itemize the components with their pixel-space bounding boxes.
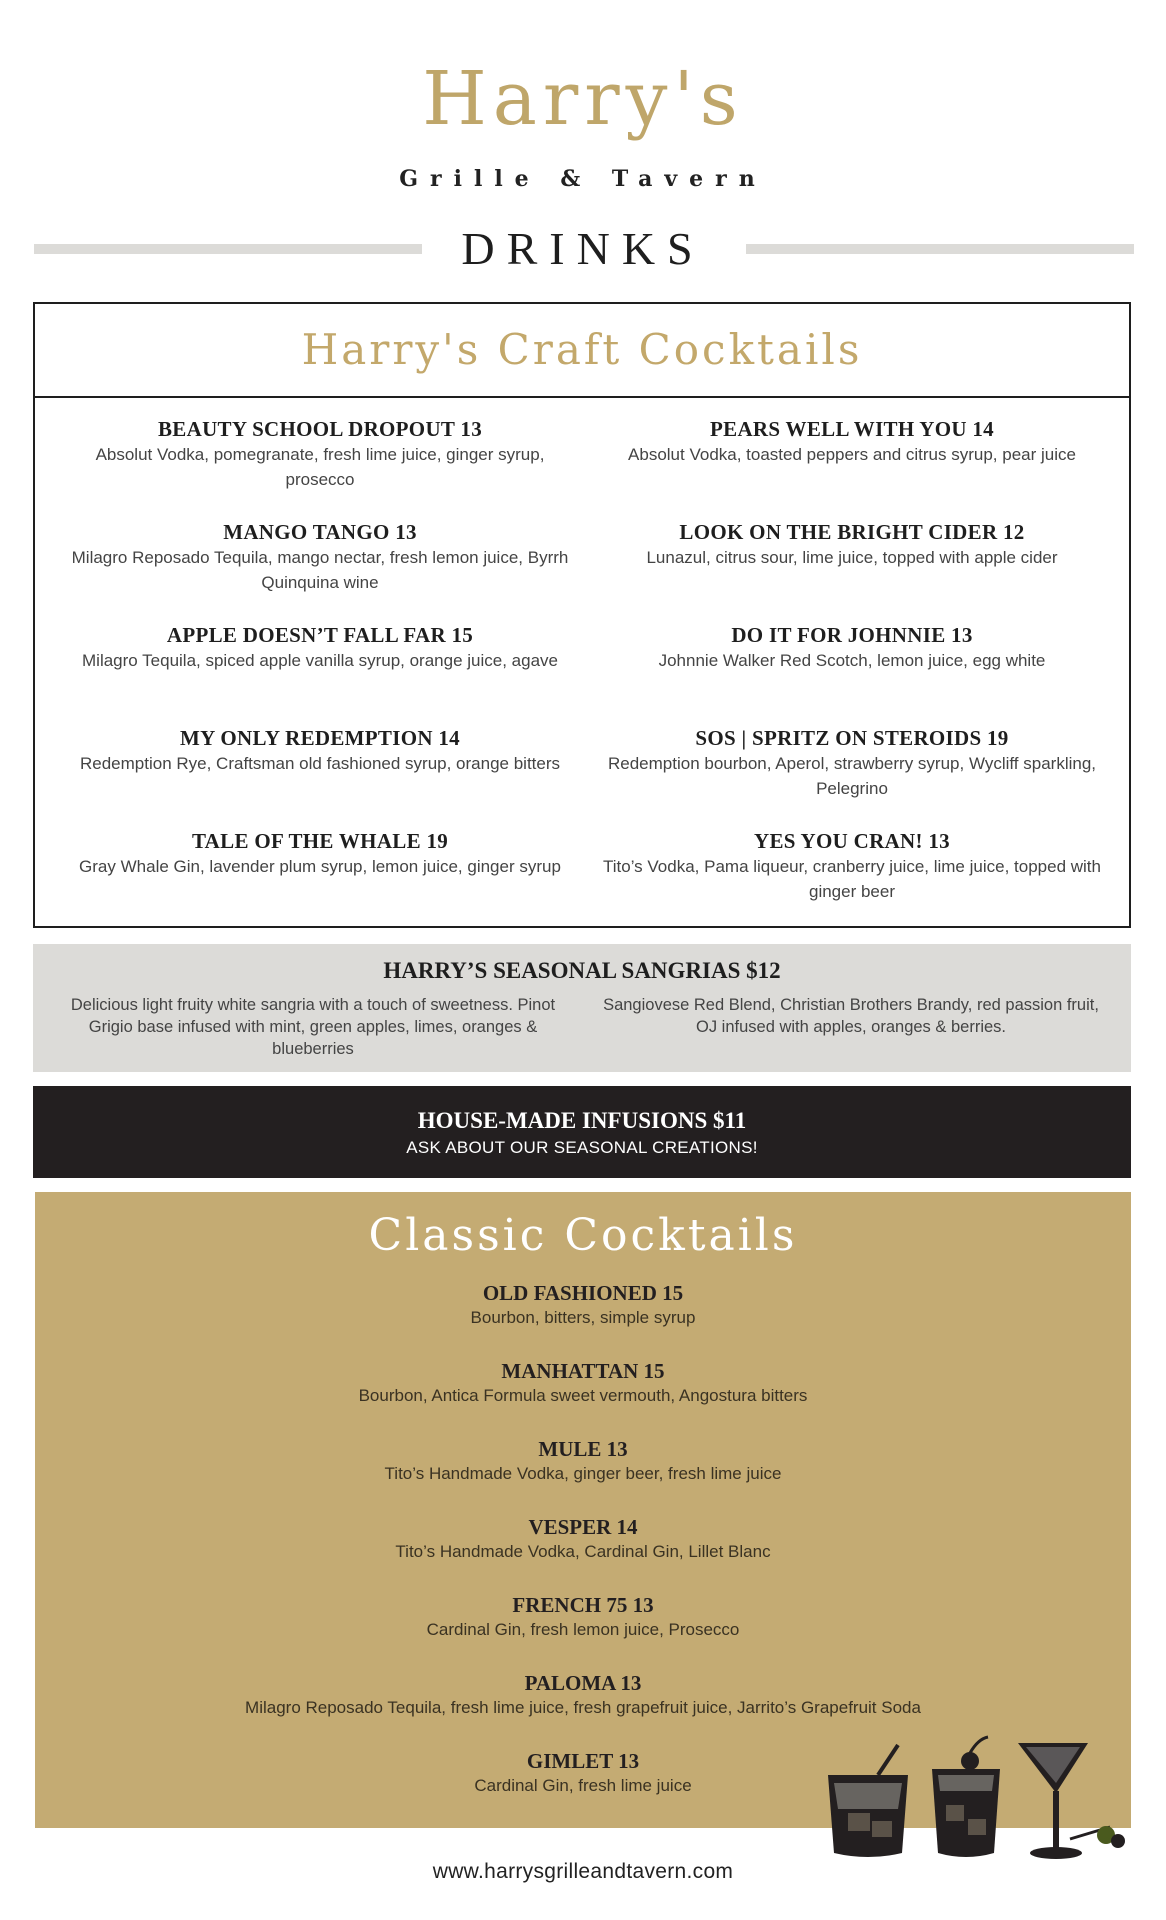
website-link[interactable]: www.harrysgrilleandtavern.com: [432, 1860, 734, 1883]
item-name: LOOK ON THE BRIGHT CIDER 12: [679, 520, 1025, 544]
item-description: Absolut Vodka, toasted peppers and citrus syrup, pear juice: [628, 445, 1076, 464]
item-name: BEAUTY SCHOOL DROPOUT 13: [157, 417, 482, 441]
classic-cocktails-heading: Classic Cocktails: [368, 1210, 798, 1261]
infusions-section: [33, 1086, 1131, 1178]
item-description: Milagro Reposado Tequila, fresh lime juice, fresh grapefruit juice, Jarrito’s Grapefruit Soda: [245, 1698, 921, 1717]
cocktail-glasses-icon: [820, 1735, 1140, 1865]
item-name: FRENCH 75 13: [512, 1593, 654, 1617]
menu-item: [60, 622, 580, 725]
infusions-title: HOUSE-MADE INFUSIONS $11: [417, 1108, 747, 1133]
menu-item: [60, 519, 580, 622]
craft-right-column: [592, 416, 1112, 931]
old-fashioned-glass-icon: [932, 1737, 1000, 1857]
item-name: GIMLET 13: [526, 1749, 640, 1773]
menu-item: [592, 519, 1112, 622]
item-description: Milagro Reposado Tequila, mango nectar, fresh lemon juice, Byrrh Quinquina wine: [71, 548, 569, 592]
item-description: Tito’s Handmade Vodka, Cardinal Gin, Lillet Blanc: [395, 1542, 771, 1561]
item-name: MY ONLY REDEMPTION 14: [180, 726, 460, 750]
menu-item: [592, 622, 1112, 725]
menu-item: [592, 828, 1112, 931]
item-description: Cardinal Gin, fresh lemon juice, Prosecco: [426, 1620, 740, 1639]
page-title: DRINKS: [461, 223, 705, 274]
classic-cocktails-section: [35, 1192, 1131, 1828]
craft-cocktails-section: [33, 302, 1131, 928]
sangria-title: HARRY’S SEASONAL SANGRIAS $12: [383, 958, 781, 983]
item-description: Gray Whale Gin, lavender plum syrup, lemon juice, ginger syrup: [79, 857, 561, 876]
menu-item: [35, 1436, 1131, 1514]
logo-subtitle: Grille & Tavern: [399, 166, 767, 192]
item-description: Redemption bourbon, Aperol, strawberry syrup, Wycliff sparkling, Pelegrino: [607, 754, 1097, 798]
item-name: MANHATTAN 15: [501, 1359, 665, 1383]
item-name: APPLE DOESN’T FALL FAR 15: [166, 623, 474, 647]
menu-item: [60, 725, 580, 828]
item-description: Bourbon, bitters, simple syrup: [470, 1308, 696, 1327]
item-name: SOS | SPRITZ ON STEROIDS 19: [695, 726, 1009, 750]
divider-right: [746, 244, 1134, 254]
craft-left-column: [60, 416, 580, 931]
infusions-subtitle: ASK ABOUT OUR SEASONAL CREATIONS!: [406, 1138, 758, 1157]
menu-item: [35, 1280, 1131, 1358]
item-name: OLD FASHIONED 15: [482, 1281, 684, 1305]
item-name: MANGO TANGO 13: [223, 520, 417, 544]
item-name: PALOMA 13: [524, 1671, 642, 1695]
item-description: Johnnie Walker Red Scotch, lemon juice, egg white: [658, 651, 1046, 670]
item-description: Milagro Tequila, spiced apple vanilla syrup, orange juice, agave: [82, 651, 558, 670]
item-description: Bourbon, Antica Formula sweet vermouth, Angostura bitters: [358, 1386, 808, 1405]
menu-item: [35, 1358, 1131, 1436]
rocks-glass-icon: [828, 1745, 908, 1857]
sangria-section: [33, 944, 1131, 1072]
item-name: MULE 13: [538, 1437, 628, 1461]
item-description: Tito’s Vodka, Pama liqueur, cranberry juice, lime juice, topped with ginger beer: [603, 857, 1101, 901]
item-name: VESPER 14: [528, 1515, 638, 1539]
item-description: Tito’s Handmade Vodka, ginger beer, fresh lime juice: [384, 1464, 782, 1483]
sangria-white-description: Delicious light fruity white sangria with a touch of sweetness. Pinot Grigio base infused with mint, green apples, limes, oranges & blueberries: [70, 996, 556, 1058]
item-description: Redemption Rye, Craftsman old fashioned syrup, orange bitters: [79, 754, 561, 773]
item-name: TALE OF THE WHALE 19: [191, 829, 449, 853]
item-description: Cardinal Gin, fresh lime juice: [474, 1776, 692, 1795]
menu-item: [592, 416, 1112, 519]
item-description: Lunazul, citrus sour, lime juice, topped with apple cider: [646, 548, 1058, 567]
menu-item: [35, 1592, 1131, 1670]
menu-item: [60, 828, 580, 931]
item-name: YES YOU CRAN! 13: [754, 829, 950, 853]
item-description: Absolut Vodka, pomegranate, fresh lime juice, ginger syrup, prosecco: [95, 445, 545, 489]
logo-title: Harry's: [422, 56, 744, 142]
craft-cocktails-heading: Harry's Craft Cocktails: [35, 304, 1129, 398]
item-name: DO IT FOR JOHNNIE 13: [731, 623, 973, 647]
menu-item: [35, 1514, 1131, 1592]
sangria-red-description: Sangiovese Red Blend, Christian Brothers Brandy, red passion fruit, OJ infused with apples, oranges & berries.: [603, 996, 1099, 1036]
martini-glass-icon: [1018, 1743, 1125, 1859]
menu-item: [60, 416, 580, 519]
item-name: PEARS WELL WITH YOU 14: [710, 417, 994, 441]
menu-item: [592, 725, 1112, 828]
